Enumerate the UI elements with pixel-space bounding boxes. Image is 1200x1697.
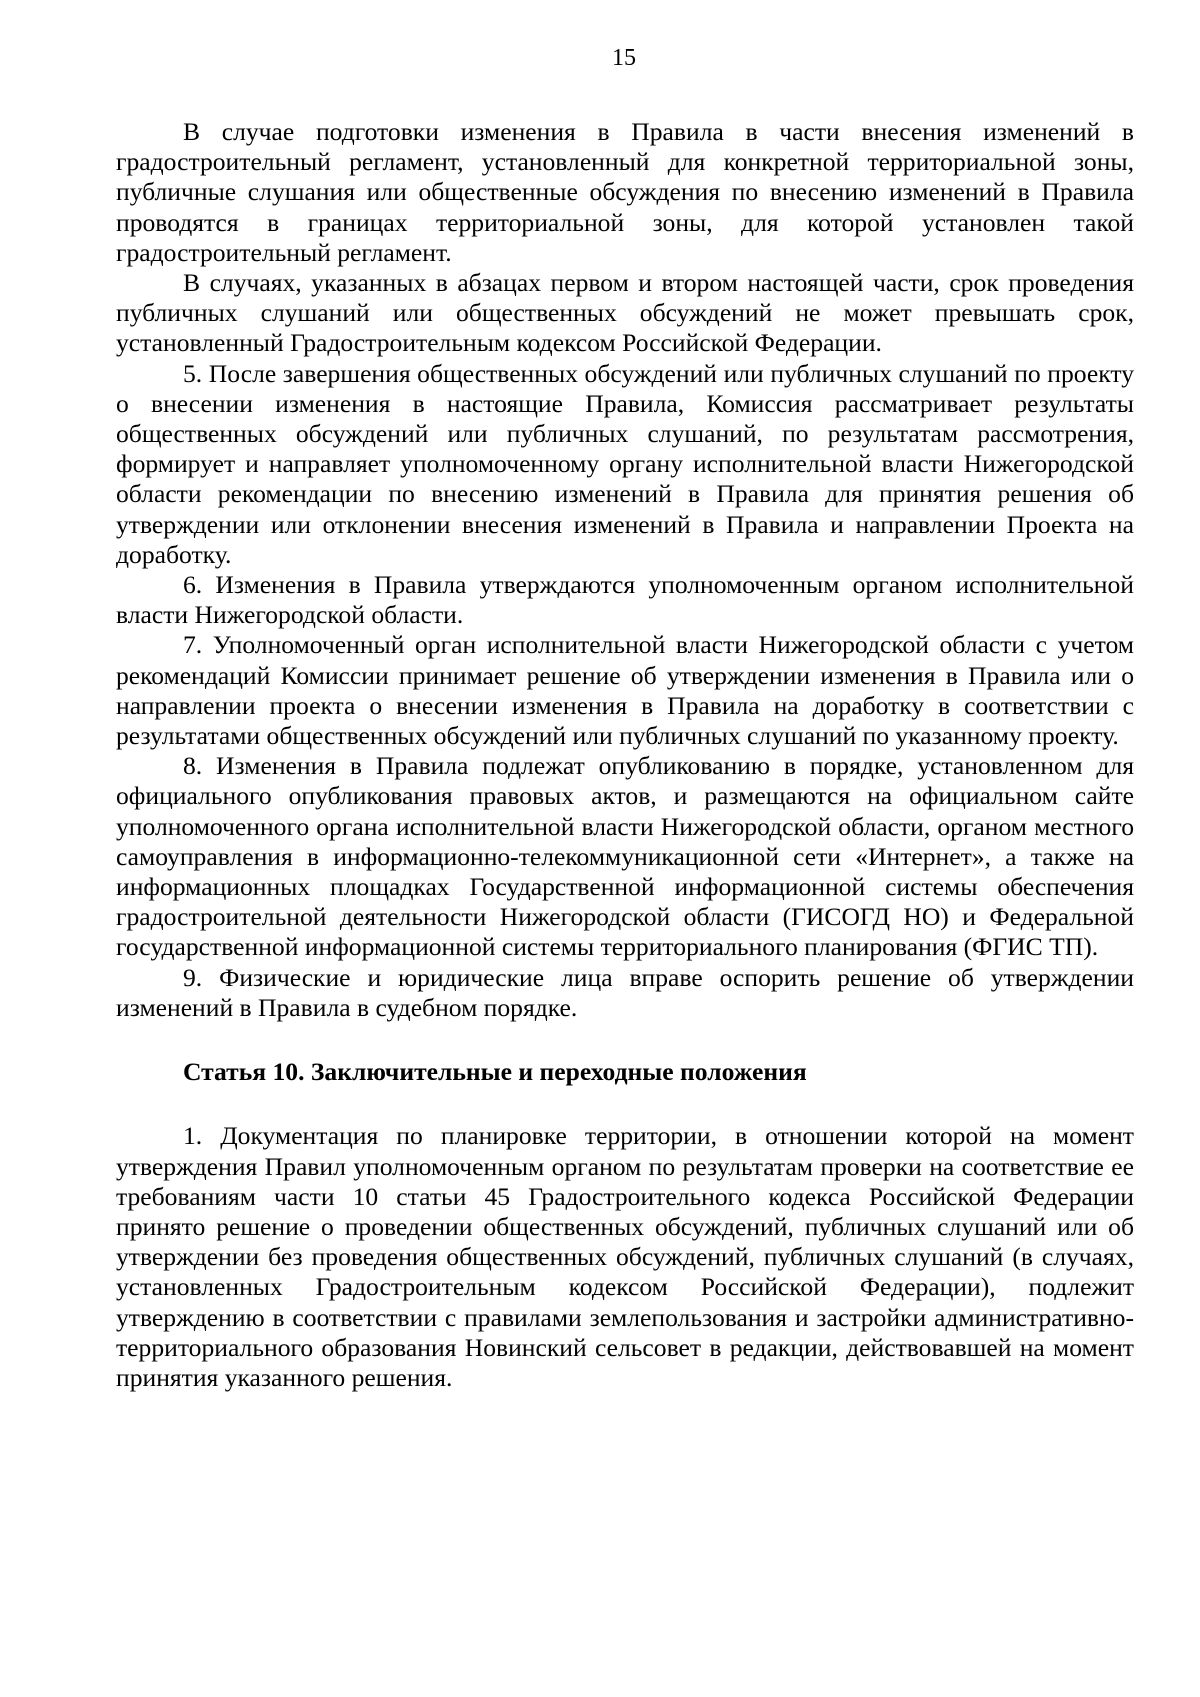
paragraph-hearing-duration: В случаях, указанных в абзацах первом и втором настоящей части, срок проведения публичных слушаний или общественных обсуждений не может превышать срок, установленный Градостроительным кодексом Российской Федерации.: [116, 268, 1134, 358]
article-10-heading: Статья 10. Заключительные и переходные положения: [183, 1057, 807, 1087]
paragraph-item-8: 8. Изменения в Правила подлежат опубликованию в порядке, установленном для официального опубликования правовых актов, и размещаются на официальном сайте уполномоченного органа исполнительной власти Нижегородской области, органом местного самоуправления в информационно-телекоммуникационной сети «Интернет», а также на информационных площадках Государственной информационной системы обеспечения градостроительной деятельности Нижегородской области (ГИСОГД НО) и Федеральной государственной информационной системы территориального планирования (ФГИС ТП).: [116, 751, 1134, 962]
document-body: [116, 117, 1134, 1393]
paragraph-article-10-item-1: 1. Документация по планировке территории, в отношении которой на момент утверждения Правил уполномоченным органом по результатам проверки на соответствие ее требованиям части 10 статьи 45 Градостроительного кодекса Российской Федерации принято решение о проведении общественных обсуждений, публичных слушаний или об утверждении без проведения общественных обсуждений, публичных слушаний (в случаях, установленных Градостроительным кодексом Российской Федерации), подлежит утверждению в соответствии с правилами землепользования и застройки административно-территориального образования Новинский сельсовет в редакции, действовавшей на момент принятия указанного решения.: [116, 1121, 1134, 1392]
paragraph-item-7: 7. Уполномоченный орган исполнительной власти Нижегородской области с учетом рекомендаций Комиссии принимает решение об утверждении изменения в Правила или о направлении проекта о внесении изменения в Правила на доработку в соответствии с результатами общественных обсуждений или публичных слушаний по указанному проекту.: [116, 630, 1134, 751]
paragraph-item-5: 5. После завершения общественных обсуждений или публичных слушаний по проекту о внесении изменения в настоящие Правила, Комиссия рассматривает результаты общественных обсуждений или публичных слушаний, по результатам рассмотрения, формирует и направляет уполномоченному органу исполнительной власти Нижегородской области рекомендации по внесению изменений в Правила для принятия решения об утверждении или отклонении внесения изменений в Правила и направлении Проекта на доработку.: [116, 358, 1134, 569]
paragraph-zone-regulation-hearings: В случае подготовки изменения в Правила в части внесения изменений в градостроительный регламент, установленный для конкретной территориальной зоны, публичные слушания или общественные обсуждения по внесению изменений в Правила проводятся в границах территориальной зоны, для которой установлен такой градостроительный регламент.: [116, 117, 1134, 267]
paragraph-item-6: 6. Изменения в Правила утверждаются уполномоченным органом исполнительной власти Нижегородской области.: [116, 570, 1134, 630]
page-number: 15: [612, 45, 636, 71]
paragraph-item-9: 9. Физические и юридические лица вправе оспорить решение об утверждении изменений в Правила в судебном порядке.: [116, 962, 1134, 1022]
